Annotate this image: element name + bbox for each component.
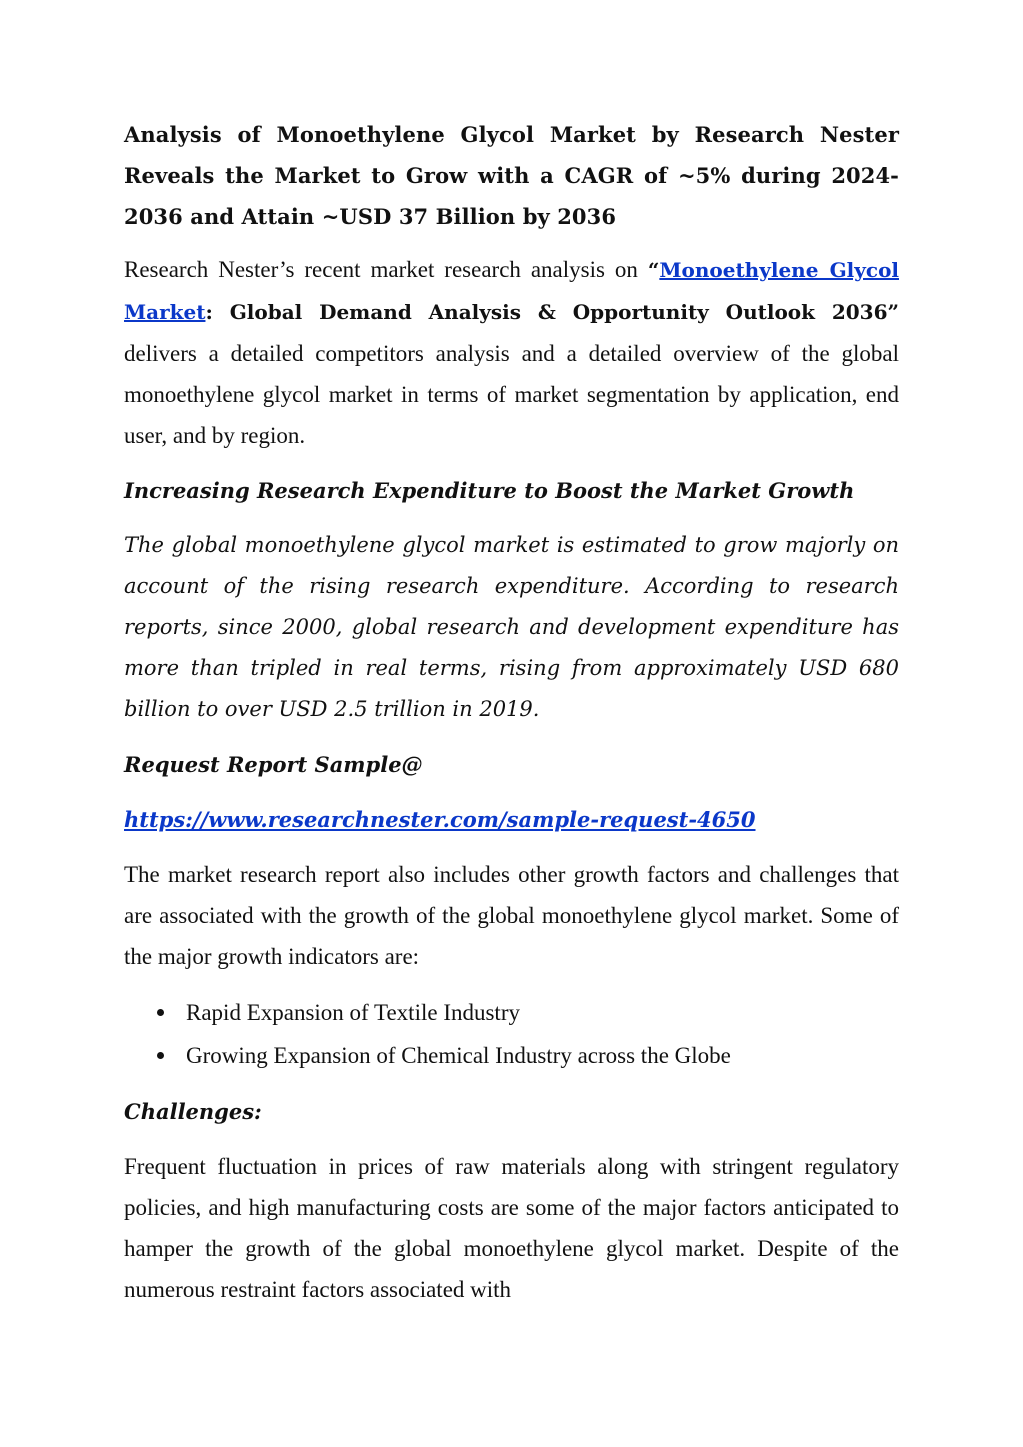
document-title: Analysis of Monoethylene Glycol Market by Research Nester Reveals the Market to Grow with a CAGR of ~5% during 2024-2036 and Attain ~USD 37 Billion by 2036: [124, 122, 899, 229]
growth-heading: Increasing Research Expenditure to Boost the Market Growth: [124, 478, 855, 503]
report-title: : Global Demand Analysis & Opportunity Outlook 2036”: [205, 300, 899, 324]
challenges-paragraph: Frequent fluctuation in prices of raw materials along with stringent regulatory policies, and high manufacturing costs are some of the major factors anticipated to hamper the growth of the global monoethylene glycol market. Despite of the numerous restraint factors associated with: [124, 1154, 899, 1302]
factors-paragraph: The market research report also includes other growth factors and challenges that are associated with the growth of the global monoethylene glycol market. Some of the major growth indicators are:: [124, 862, 899, 969]
intro-prefix: Research Nester’s recent market research analysis on: [124, 257, 648, 282]
document-page: [124, 114, 899, 1324]
growth-paragraph: The global monoethylene glycol market is estimated to grow majorly on account of the rising research expenditure. According to research reports, since 2000, global research and development expenditure has more than tripled in real terms, rising from approximately USD 680 billion to over USD 2.5 trillion in 2019.: [124, 533, 899, 721]
list-item: [124, 1034, 899, 1077]
request-sample-line: [124, 799, 899, 840]
sample-request-link[interactable]: https://www.researchnester.com/sample-request-4650: [124, 807, 756, 832]
monoethylene-glycol-market-link[interactable]: Monoethylene Glycol Market: [124, 258, 899, 324]
growth-indicators-list: [124, 991, 899, 1077]
intro-open-quote: “: [647, 258, 660, 282]
bullet-icon: [157, 1009, 164, 1016]
intro-paragraph: [124, 249, 899, 456]
challenges-heading: Challenges:: [124, 1099, 262, 1124]
bullet-icon: [157, 1052, 164, 1059]
list-item-label: Growing Expansion of Chemical Industry across the Globe: [186, 1043, 731, 1068]
list-item: [124, 991, 899, 1034]
intro-suffix: delivers a detailed competitors analysis and a detailed overview of the global monoethylene glycol market in terms of market segmentation by application, end user, and by region.: [124, 341, 899, 448]
list-item-label: Rapid Expansion of Textile Industry: [186, 1000, 520, 1025]
request-sample-label: Request Report Sample@: [124, 752, 423, 777]
